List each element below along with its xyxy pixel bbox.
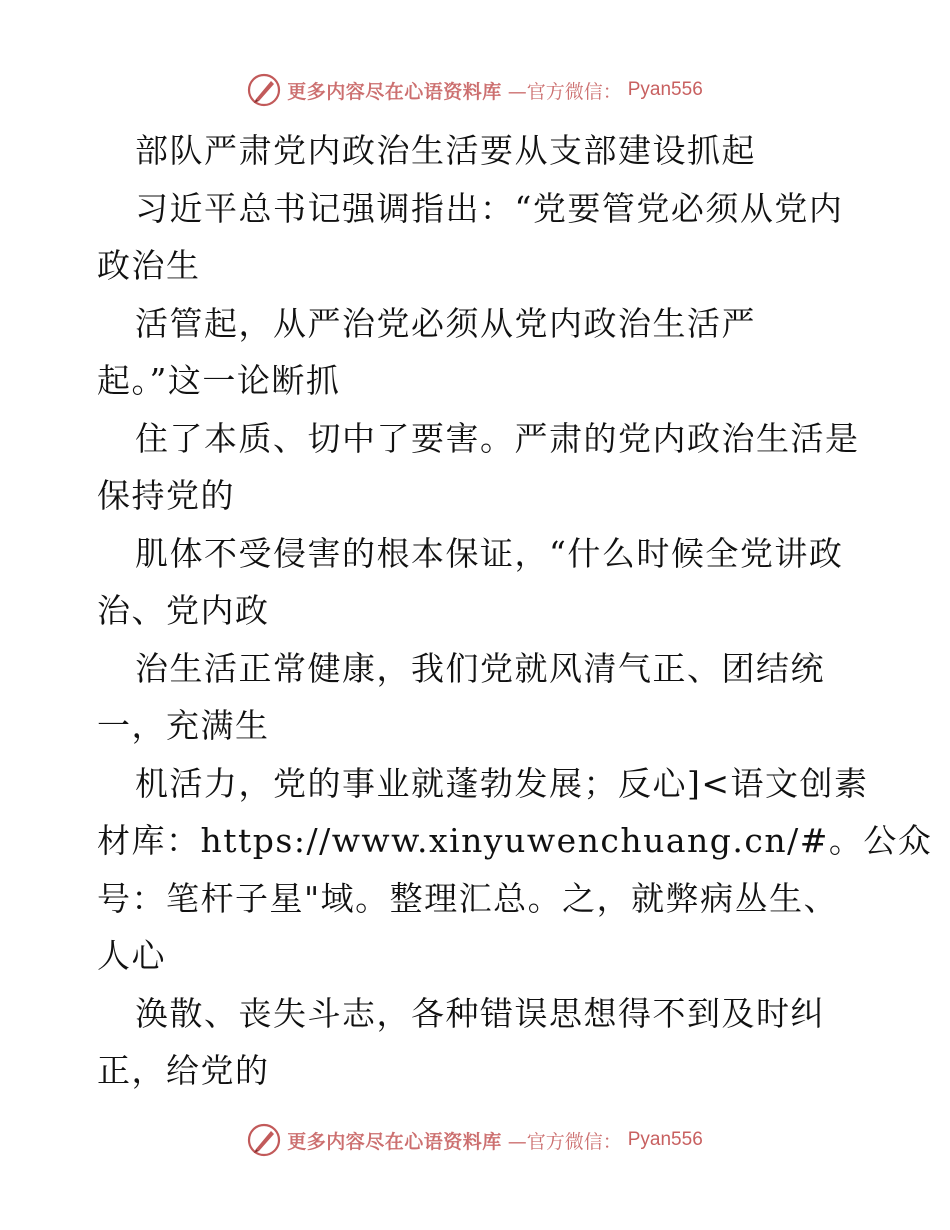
document-line-10: 治生活正常健康，我们党就风清气正、团结统	[135, 648, 825, 688]
footer-watermark	[0, 1120, 950, 1160]
document-line-15: 人心	[97, 936, 166, 975]
document-line-7: 保持党的	[97, 476, 235, 515]
document-line-17: 正，给党的	[97, 1051, 270, 1090]
document-line-1: 部队严肃党内政治生活要从支部建设抓起	[135, 131, 756, 170]
watermark-wechat-label: —官方微信：	[507, 80, 622, 103]
document-line-5: 起。”这一论断抓	[97, 361, 341, 400]
document-line-16: 涣散、丧失斗志，各种错误思想得不到及时纠	[135, 993, 825, 1033]
document-line-2: 习近平总书记强调指出：“党要管党必须从党内	[135, 188, 844, 228]
quill-pen-logo-icon	[247, 73, 281, 107]
document-line-12: 机活力，党的事业就蓬勃发展；反心]<语文创素	[135, 763, 869, 803]
watermark-text: 更多内容尽在心语资料库	[287, 80, 502, 103]
document-line-14: 号：笔杆子星"域。整理汇总。之，就弊病丛生、	[97, 878, 839, 918]
document-body	[97, 122, 933, 1100]
document-line-11: 一，充满生	[97, 706, 270, 745]
watermark-wechat-id: Pyan556	[627, 79, 703, 100]
document-line-3: 政治生	[97, 246, 201, 285]
document-line-9: 治、党内政	[97, 591, 270, 630]
watermark-wechat-id: Pyan556	[627, 1129, 703, 1150]
header-watermark	[0, 70, 950, 110]
document-line-13: 材库：https://www.xinyuwenchuang.cn/#。公众	[97, 821, 933, 860]
document-line-4: 活管起，从严治党必须从党内政治生活严	[135, 303, 756, 343]
document-line-8: 肌体不受侵害的根本保证，“什么时候全党讲政	[135, 533, 844, 573]
quill-pen-logo-icon	[247, 1123, 281, 1157]
document-line-6: 住了本质、切中了要害。严肃的党内政治生活是	[135, 418, 860, 458]
watermark-wechat-label: —官方微信：	[507, 1130, 622, 1153]
watermark-text: 更多内容尽在心语资料库	[287, 1130, 502, 1153]
